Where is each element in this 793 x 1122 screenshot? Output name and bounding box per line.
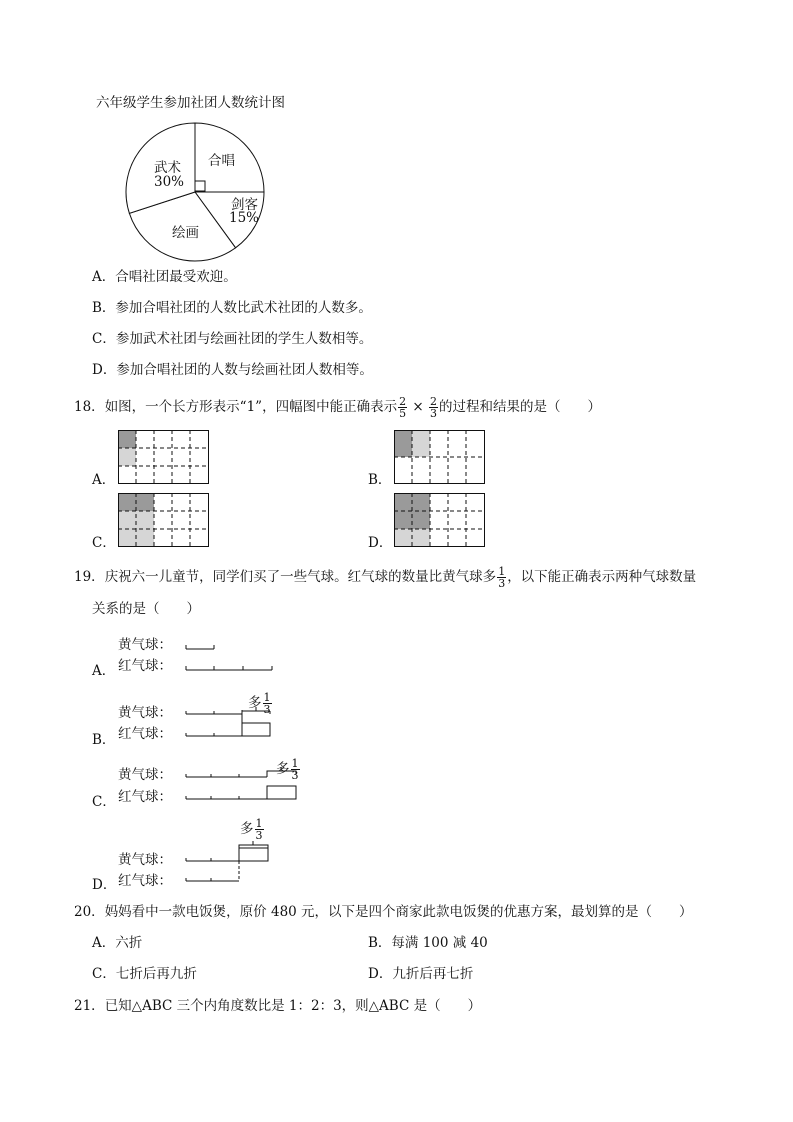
q19-label-b: B． bbox=[92, 732, 116, 748]
q20-option-a: A．六折 bbox=[92, 935, 143, 951]
pie-chart bbox=[125, 122, 265, 262]
q17-option-c: C．参加武术社团与绘画社团的学生人数相等。 bbox=[92, 331, 373, 347]
q18-label-c: C． bbox=[92, 535, 116, 551]
q19-a-yellow-label: 黄气球： bbox=[118, 637, 172, 653]
q19-c-yellow-label: 黄气球： bbox=[118, 767, 172, 783]
q19-d-red-label: 红气球： bbox=[118, 873, 172, 889]
q19-c-bars bbox=[184, 766, 304, 806]
q20-option-c: C．七折后再九折 bbox=[92, 966, 197, 982]
fraction-2-3: $\frac{2}{3}$ bbox=[430, 395, 437, 420]
grid-figure-c bbox=[118, 493, 210, 547]
q19-b-bars bbox=[184, 704, 284, 744]
q19-a-red-label: 红气球： bbox=[118, 658, 172, 674]
q20-option-d: D．九折后再七折 bbox=[368, 966, 474, 982]
fraction-2-5: $\frac{2}{5}$ bbox=[399, 395, 407, 420]
q19-d-yellow-label: 黄气球： bbox=[118, 852, 172, 868]
q19-d-more: 多 $\frac{1}{3}$ bbox=[240, 817, 263, 842]
q19-a-bars bbox=[184, 640, 284, 680]
grid-figure-b bbox=[394, 430, 486, 484]
q17-option-b: B．参加合唱社团的人数比武术社团的人数多。 bbox=[92, 300, 372, 316]
q19-c-more: 多 $\frac{1}{3}$ bbox=[276, 757, 299, 782]
q19-stem: 19．庆祝六一儿童节，同学们买了一些气球。红气球的数量比黄气球多 $\frac{1}{3}$ ，以下能正确表示两种气球数量 bbox=[74, 565, 697, 590]
q17-option-d: D．参加合唱社团的人数与绘画社团人数相等。 bbox=[92, 362, 373, 378]
pie-value-jianke: 15% bbox=[229, 210, 260, 226]
q18-stem: 18．如图，一个长方形表示“1”，四幅图中能正确表示 $\frac{2}{5}$ × $\frac{2}{3}$ 的过程和结果的是（ ） bbox=[74, 395, 601, 420]
fraction-1-3: $\frac{1}{3}$ bbox=[498, 565, 506, 590]
grid-figure-a bbox=[118, 430, 210, 484]
q19-b-yellow-label: 黄气球： bbox=[118, 705, 172, 721]
q19-b-red-label: 红气球： bbox=[118, 726, 172, 742]
q19-c-red-label: 红气球： bbox=[118, 789, 172, 805]
q19-label-d: D． bbox=[92, 877, 117, 893]
grid-figure-d bbox=[394, 493, 486, 547]
q19-label-c: C． bbox=[92, 794, 116, 810]
pie-label-wushu: 武术 bbox=[154, 160, 181, 176]
q19-stem-line2: 关系的是（ ） bbox=[92, 601, 200, 617]
pie-value-wushu: 30% bbox=[154, 174, 185, 190]
q18-label-a: A． bbox=[92, 472, 116, 488]
pie-label-jianke: 剑客 bbox=[231, 197, 258, 213]
q18-label-d: D． bbox=[368, 535, 393, 551]
q20-option-b: B．每满 100 减 40 bbox=[368, 935, 488, 951]
q19-d-bars bbox=[184, 840, 284, 890]
q21-stem: 21．已知△ABC 三个内角度数比是 1：2：3，则△ABC 是（ ） bbox=[74, 998, 482, 1014]
q19-label-a: A． bbox=[92, 663, 116, 679]
q20-stem: 20．妈妈看中一款电饭煲，原价 480 元，以下是四个商家此款电饭煲的优惠方案，最划算的是（ ） bbox=[74, 904, 693, 920]
pie-label-hechang: 合唱 bbox=[208, 153, 235, 169]
q19-b-more: 多 $\frac{1}{3}$ bbox=[248, 691, 271, 716]
q18-label-b: B． bbox=[368, 472, 392, 488]
pie-label-huihua: 绘画 bbox=[172, 225, 199, 241]
q17-option-a: A．合唱社团最受欢迎。 bbox=[92, 269, 237, 285]
chart-title: 六年级学生参加社团人数统计图 bbox=[96, 95, 285, 111]
